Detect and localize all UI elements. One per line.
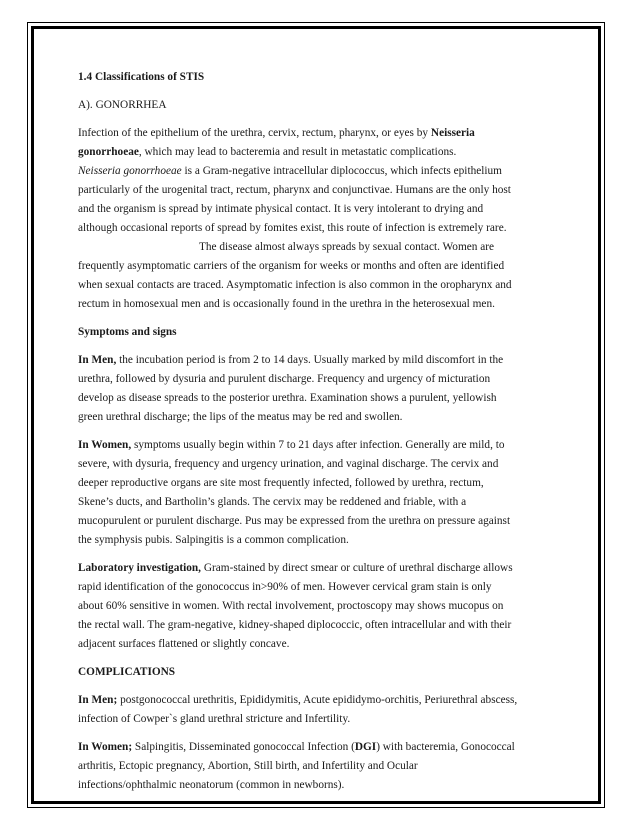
intro-line: and the organism is spread by intimate physical contact. It is very intolerant to drying and — [78, 203, 484, 215]
lab-line: rapid identification of the gonococcus in>90% of men. However cervical gram stain is only — [78, 581, 492, 593]
women-lead: In Women, — [78, 439, 132, 451]
comp-women-line: infections/ophthalmic neonatorum (common in newborns). — [78, 779, 345, 791]
intro-line: rectum in homosexual men and is occasionally found in the urethra in the heterosexual men. — [78, 298, 495, 310]
lab-line: Gram-stained by direct smear or culture of urethral discharge allows — [203, 562, 513, 574]
comp-men-line: postgonococcal urethritis, Epididymitis, Acute epididymo-orchitis, Periurethral abscess, — [120, 694, 518, 706]
intro-line: although occasional reports of spread by fomites exist, this route of infection is extremely rare. — [78, 222, 507, 234]
lab-paragraph — [78, 559, 568, 654]
women-line: deeper reproductive organs are site most frequently infected, followed by urethra, rectum, — [78, 477, 484, 489]
complications-men-paragraph — [78, 691, 568, 729]
intro-line: , which may lead to bacteremia and result in metastatic complications. — [138, 146, 457, 158]
section-title: 1.4 Classifications of STIS — [78, 71, 205, 83]
subtitle: A). GONORRHEA — [78, 99, 167, 111]
women-paragraph — [78, 436, 568, 550]
document-body — [78, 68, 568, 795]
intro-line: The disease almost always spreads by sexual contact. Women are — [199, 241, 495, 253]
complications-heading: COMPLICATIONS — [78, 666, 176, 678]
women-line: symptoms usually begin within 7 to 21 days after infection. Generally are mild, to — [133, 439, 505, 451]
men-lead: In Men, — [78, 354, 117, 366]
intro-italic-term: Neisseria gonorrhoeae — [78, 165, 182, 177]
women-line: the symphysis pubis. Salpingitis is a common complication. — [78, 534, 349, 546]
complications-women-paragraph — [78, 738, 568, 795]
comp-women-line: Salpingitis, Disseminated gonococcal Infection ( — [134, 741, 355, 753]
intro-line: Infection of the epithelium of the urethra, cervix, rectum, pharynx, or eyes by — [78, 127, 429, 139]
intro-bold-term: gonorrhoeae — [78, 146, 139, 158]
intro-bold-term: Neisseria — [430, 127, 475, 139]
intro-line: is a Gram-negative intracellular diplococcus, which infects epithelium — [184, 165, 502, 177]
intro-line: when sexual contacts are traced. Asymptomatic infection is also common in the oropharynx and — [78, 279, 512, 291]
comp-women-line: arthritis, Ectopic pregnancy, Abortion, Still birth, and Infertility and Ocular — [78, 760, 418, 772]
women-line: severe, with dysuria, frequency and urgency urination, and vaginal discharge. The cervix and — [78, 458, 499, 470]
lab-line: the rectal wall. The gram-negative, kidney-shaped diplococcic, often intracellular and with their — [78, 619, 512, 631]
lab-line: adjacent surfaces flattened or slightly concave. — [78, 638, 290, 650]
dgi-abbrev: DGI — [354, 741, 377, 753]
lab-lead: Laboratory investigation, — [78, 562, 202, 574]
comp-women-lead: In Women; — [78, 741, 133, 753]
intro-line: particularly of the urogenital tract, rectum, pharynx and conjunctivae. Humans are the only host — [78, 184, 511, 196]
women-line: mucopurulent or purulent discharge. Pus may be expressed from the urethra on pressure against — [78, 515, 511, 527]
men-line: green urethral discharge; the lips of the meatus may be red and swollen. — [78, 411, 403, 423]
women-line: Skene’s ducts, and Bartholin’s glands. The cervix may be reddened and friable, with a — [78, 496, 467, 508]
comp-men-line: infection of Cowper`s gland urethral stricture and Infertility. — [78, 713, 351, 725]
intro-line: frequently asymptomatic carriers of the organism for weeks or months and often are identified — [78, 260, 505, 272]
comp-women-line: ) with bacteremia, Gonococcal — [376, 741, 515, 753]
lab-line: about 60% sensitive in women. With rectal involvement, proctoscopy may shows mucopus on — [78, 600, 504, 612]
comp-men-lead: In Men; — [78, 694, 118, 706]
men-paragraph — [78, 351, 568, 427]
intro-paragraph — [78, 124, 568, 314]
men-line: the incubation period is from 2 to 14 days. Usually marked by mild discomfort in the — [119, 354, 504, 366]
symptoms-heading: Symptoms and signs — [78, 326, 177, 338]
men-line: urethra, followed by dysuria and purulent discharge. Frequency and urgency of micturation — [78, 373, 491, 385]
men-line: develop as disease spreads to the posterior urethra. Examination shows a purulent, yellowish — [78, 392, 497, 404]
